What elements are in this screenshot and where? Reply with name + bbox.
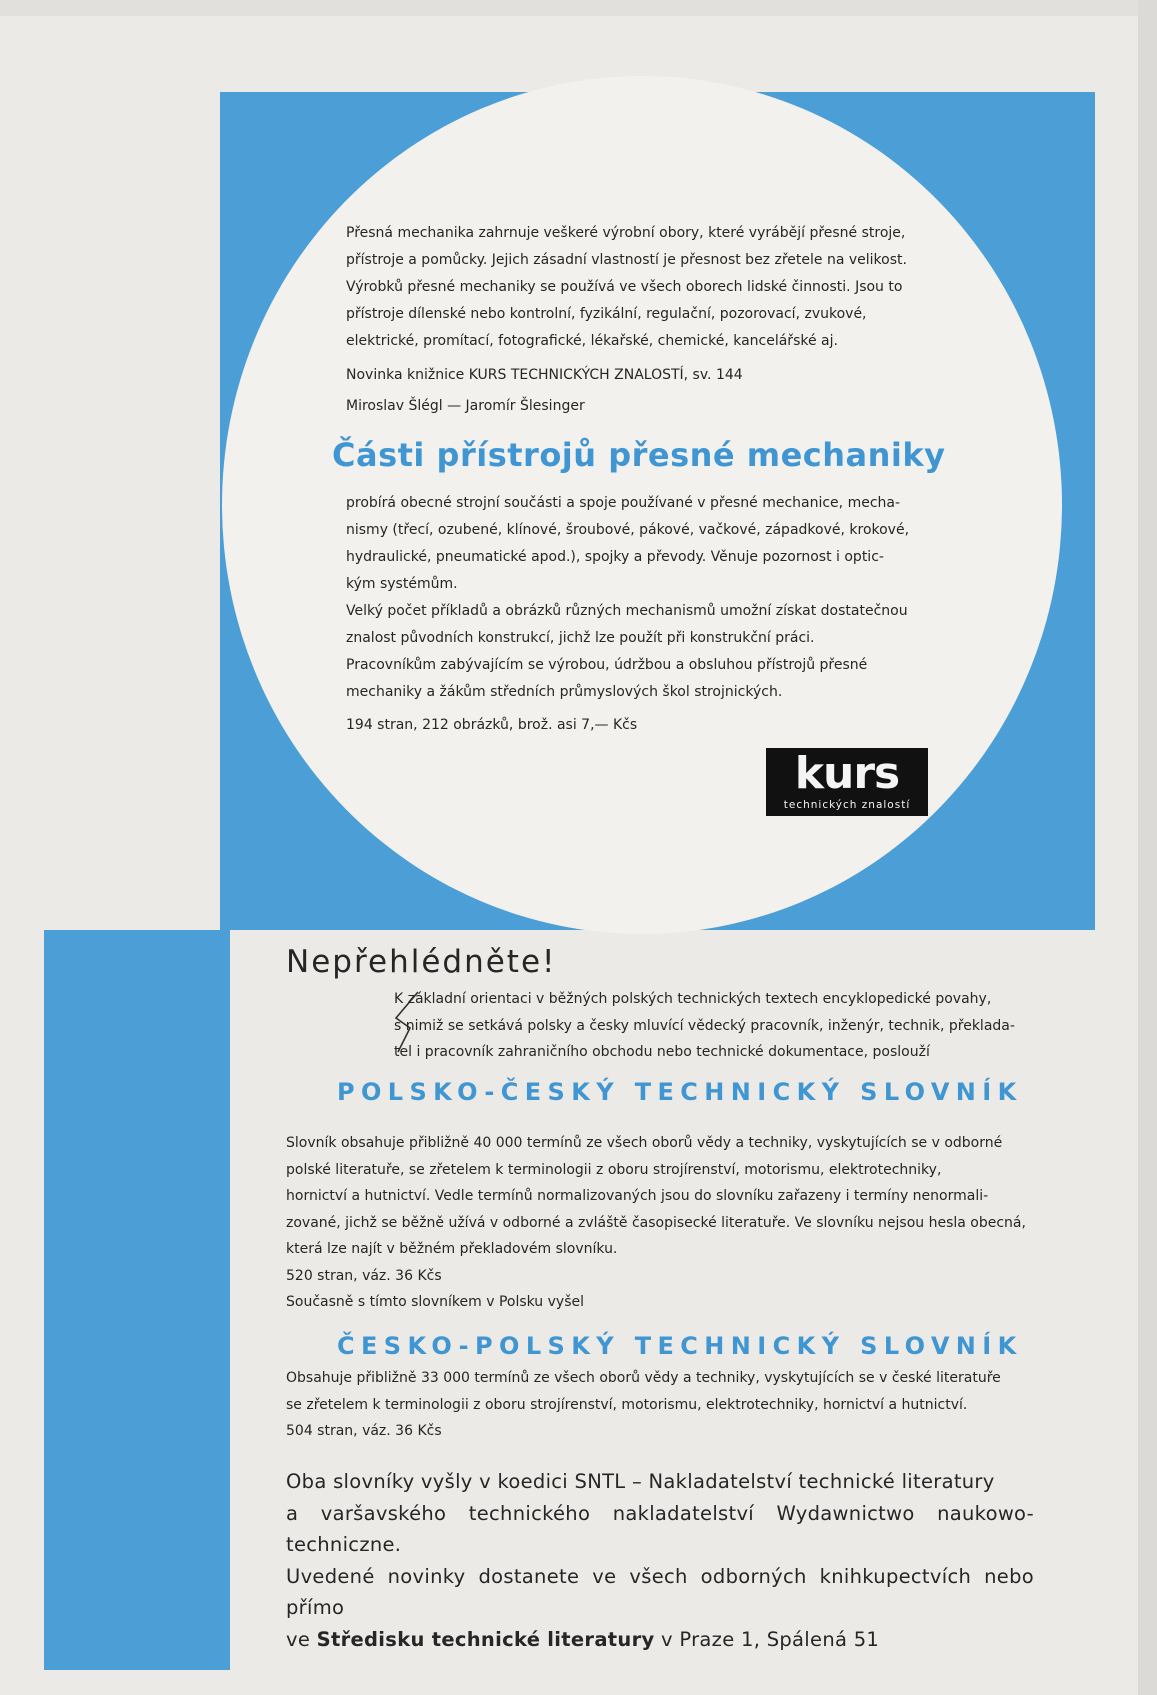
text-line: Oba slovníky vyšly v koedici SNTL – Nakladatelství technické literatury [286,1470,995,1493]
text-line: Uvedené novinky dostanete ve všech odborných knihkupectvích nebo přímo [286,1564,1034,1619]
text-line: K základní orientaci v běžných polských technických textech encyklopedické povahy, [394,991,992,1007]
text-line: která lze najít v běžném překladovém slovníku. [286,1241,618,1257]
bottom-heading: Nepřehlédněte! [286,944,557,980]
top-intro [346,220,930,355]
text-line: probírá obecné strojní součásti a spoje používané v přesné mechanice, mecha- [346,495,901,511]
text-line: hydraulické, pneumatické apod.), spojky a převody. Věnuje pozornost i optic- [346,549,884,565]
text-line: 520 stran, váz. 36 Kčs [286,1267,442,1284]
series-note: Novinka knižnice KURS TECHNICKÝCH ZNALOSTÍ, sv. 144 [346,367,743,383]
text-line: zované, jichž se běžně užívá v odborné a zvláště časopisecké literatuře. Ve slovníku nejsou hesla obecná, [286,1214,1026,1231]
text-line: 504 stran, váz. 36 Kčs [286,1423,442,1439]
text-line: znalost původních konstrukcí, jichž lze použít při konstrukční práci. [346,630,815,646]
text-line: Obsahuje přibližně 33 000 termínů ze všech oborů vědy a techniky, vyskytujících se v české literatuře [286,1370,1001,1386]
closing-paragraph [286,1466,1034,1655]
text-line: a varšavského technického nakladatelství Wydawnictwo naukowo-techniczne. [286,1501,1034,1556]
bold-fragment: Středisku technické literatury [316,1627,655,1651]
book-title: Části přístrojů přesné mechaniky [332,436,946,474]
text-line: polské literatuře, se zřetelem k terminologii z oboru strojírenství, motorismu, elektrotechniky, [286,1161,942,1178]
logo-word: kurs [794,748,900,799]
text-line: se zřetelem k terminologii z oboru strojírenství, motorismu, elektrotechniky, hornictví a hutnictví. [286,1396,968,1413]
text-line: mechaniky a žákům středních průmyslových škol strojnických. [346,684,783,700]
bottom-intro [394,986,1032,1066]
text-fragment: ve [286,1627,317,1651]
text-line: nismy (třecí, ozubené, klínové, šroubové, pákové, vačkové, západkové, krokové, [346,522,910,538]
book-authors: Miroslav Šlégl — Jaromír Šlesinger [346,398,585,414]
dictionary-2-title: ČESKO-POLSKÝ TECHNICKÝ SLOVNÍK [337,1332,1023,1360]
book-price: 194 stran, 212 obrázků, brož. asi 7,— Kčs [346,717,638,733]
text-line: s nimiž se setkává polsky a česky mluvící vědecký pracovník, inženýr, technik, překlada- [394,1017,1015,1034]
text-line: kým systémům. [346,576,458,592]
page-right-edge [1138,0,1157,1695]
dictionary-1-description [286,1130,1032,1316]
page-top-edge [0,0,1157,16]
text-line: elektrické, promítací, fotografické, lékařské, chemické, kancelářské aj. [346,333,838,349]
logo-subtitle: technických znalostí [783,799,911,811]
text-line: hornictví a hutnictví. Vedle termínů normalizovaných jsou do slovníku zařazeny i termíny nenormali- [286,1188,989,1204]
text-line-last [286,1624,1034,1656]
text-line: přístroje dílenské nebo kontrolní, fyzikální, regulační, pozorovací, zvukové, [346,306,867,322]
kurs-logo [766,748,928,816]
text-line: Současně s tímto slovníkem v Polsku vyšel [286,1294,584,1310]
text-line: Pracovníkům zabývajícím se výrobou, údržbou a obsluhou přístrojů přesné [346,657,868,673]
text-line: Slovník obsahuje přibližně 40 000 termínů ze všech oborů vědy a techniky, vyskytujících se v odborné [286,1135,1003,1151]
dictionary-2-description [286,1365,1032,1445]
text-line: Velký počet příkladů a obrázků různých mechanismů umožní získat dostatečnou [346,603,908,619]
text-line: přístroje a pomůcky. Jejich zásadní vlastností je přesnost bez zřetele na velikost. [346,252,907,268]
text-line: Přesná mechanika zahrnuje veškeré výrobní obory, které vyrábějí přesné stroje, [346,225,906,241]
book-description [346,490,933,706]
text-fragment: v Praze 1, Spálená 51 [654,1627,880,1651]
bottom-blue-band [44,930,230,1670]
text-line: tel i pracovník zahraničního obchodu nebo technické dokumentace, poslouží [394,1044,930,1060]
text-line: Výrobků přesné mechaniky se používá ve všech oborech lidské činnosti. Jsou to [346,279,903,295]
dictionary-1-title: POLSKO-ČESKÝ TECHNICKÝ SLOVNÍK [337,1078,1023,1106]
